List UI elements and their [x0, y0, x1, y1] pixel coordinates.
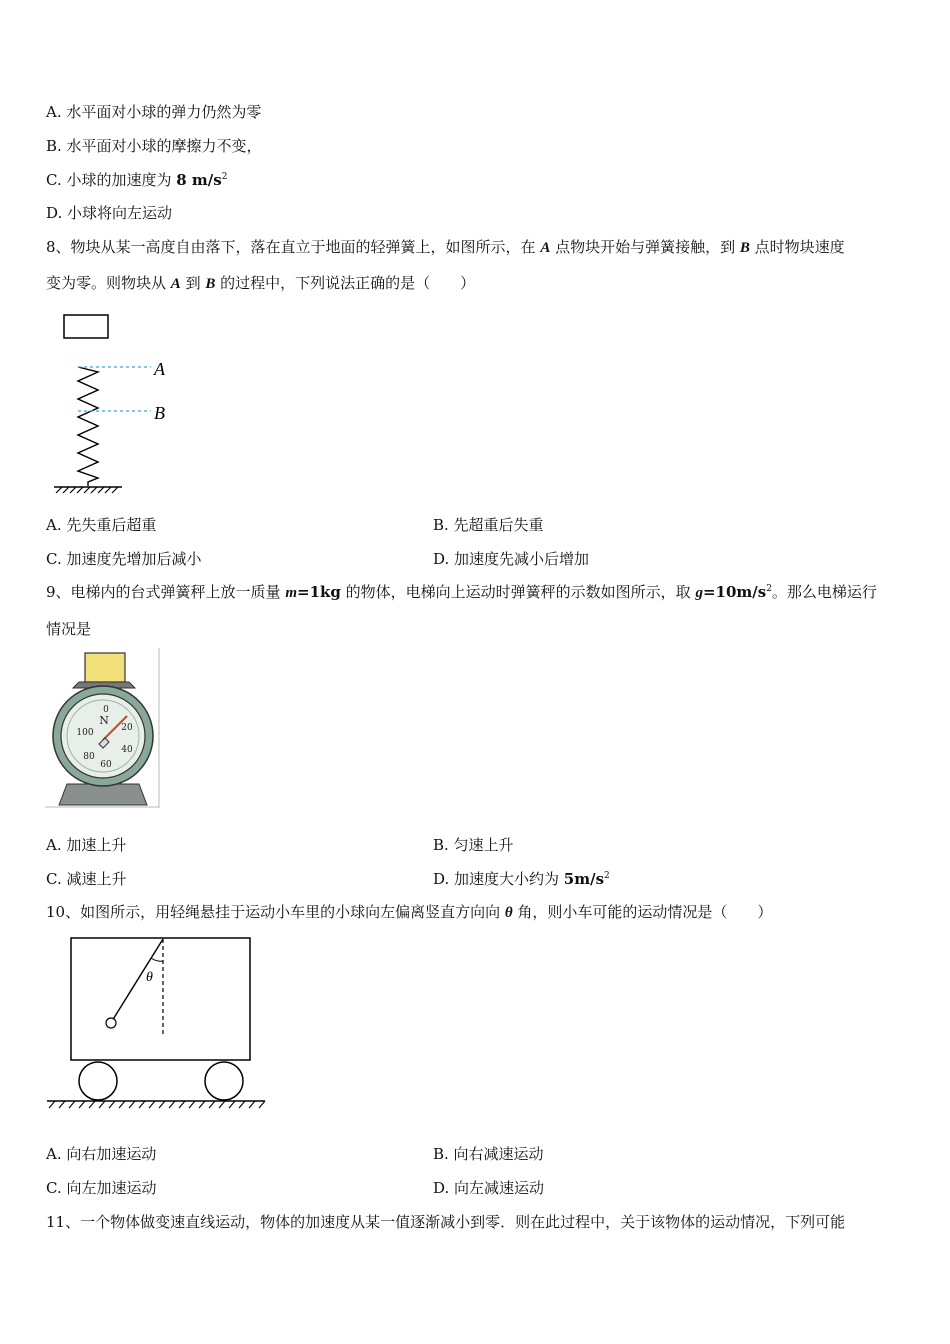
q8-stem-line1: 8、物块从某一高度自由落下，落在直立于地面的轻弹簧上，如图所示，在 A 点物块开始与弹簧接触，到 B 点时物块速度 [46, 238, 845, 256]
q8-stem-line2: 变为零。则物块从 A 到 B 的过程中，下列说法正确的是（ ） [46, 274, 476, 292]
label-b: B [154, 403, 165, 423]
q9-option-a: A. 加速上升 [46, 836, 127, 854]
wheel-left [79, 1062, 117, 1100]
q10-option-b: B. 向右减速运动 [433, 1145, 544, 1163]
dial-tick-100: 100 [76, 728, 94, 738]
q7-option-a: A. 水平面对小球的弹力仍然为零 [46, 103, 262, 121]
q8-option-c: C. 加速度先增加后减小 [46, 550, 202, 568]
q8-option-a: A. 先失重后超重 [46, 516, 157, 534]
q9-option-d: D. 加速度大小约为 $5m/s^2$ [433, 870, 610, 888]
dial-unit: N [99, 714, 109, 727]
q11-stem-line1: 11、一个物体做变速直线运动，物体的加速度从某一值逐渐减小到零．则在此过程中，关于该物体的运动情况，下列可能 [46, 1213, 846, 1231]
q7-option-c-sup: 2 [221, 172, 228, 182]
cart-body [71, 938, 250, 1060]
block-shape [64, 315, 108, 338]
track-hatch [49, 1101, 265, 1108]
q7-option-c-value: 8 m/s [176, 171, 222, 189]
weight-block [85, 653, 125, 682]
dial-tick-0: 0 [103, 705, 109, 715]
dial-tick-60: 60 [100, 760, 112, 770]
label-a: A [154, 359, 165, 379]
q7-option-c-text: C. 小球的加速度为 [46, 171, 177, 189]
ball [106, 1018, 116, 1028]
q7-option-d: D. 小球将向左运动 [46, 204, 173, 222]
angle-label: θ [146, 970, 153, 985]
q8-spring-figure [46, 308, 186, 498]
q9-option-c: C. 减速上升 [46, 870, 127, 888]
q10-cart-figure [45, 935, 270, 1115]
dial-tick-20: 20 [121, 723, 133, 733]
q8-option-b: B. 先超重后失重 [433, 516, 544, 534]
dial-tick-40: 40 [121, 745, 133, 755]
q9-option-b: B. 匀速上升 [433, 836, 514, 854]
spring-coil [78, 367, 98, 486]
angle-arc [151, 958, 163, 961]
q9-stem-line2: 情况是 [46, 620, 92, 638]
q10-stem-line1: 10、如图所示，用轻绳悬挂于运动小车里的小球向左偏离竖直方向向 θ 角，则小车可能的运动情况是（ ） [46, 903, 773, 921]
string [112, 939, 163, 1021]
scale-base [59, 784, 147, 805]
q10-option-c: C. 向左加速运动 [46, 1179, 157, 1197]
q10-option-d: D. 向左减速运动 [433, 1179, 545, 1197]
q9-stem-line1: 9、电梯内的台式弹簧秤上放一质量 m=1kg 的物体，电梯向上运动时弹簧秤的示数如图所示，取 $g=10m/s^2$。那么电梯运行 [46, 583, 877, 601]
q8-option-d: D. 加速度先减小后增加 [433, 550, 590, 568]
ground-hatch [56, 487, 118, 493]
dial-tick-80: 80 [83, 752, 95, 762]
q9-scale-figure [45, 648, 161, 808]
q10-option-a: A. 向右加速运动 [46, 1145, 157, 1163]
q7-option-c [46, 170, 227, 190]
q7-option-b: B. 水平面对小球的摩擦力不变， [46, 137, 262, 155]
wheel-right [205, 1062, 243, 1100]
